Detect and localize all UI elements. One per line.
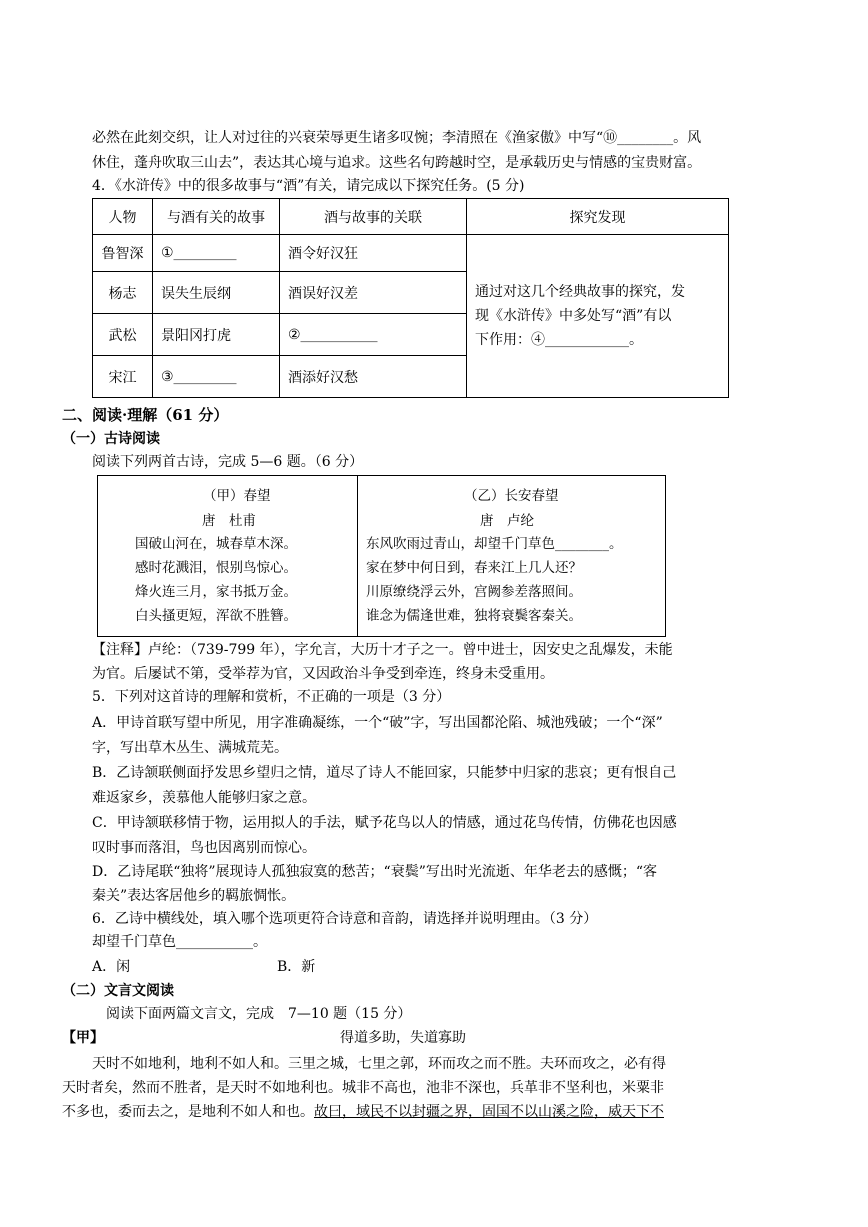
q6-prompt: 6．乙诗中横线处，填入哪个选项更符合诗意和音韵，请选择并说明理由。（3 分） — [92, 911, 598, 927]
q4-header-relation: 酒与故事的关联 — [280, 199, 467, 235]
poem-b-line: 家在梦中何日到，春来江上几人还？ — [366, 560, 582, 576]
q4-header-story: 与酒有关的故事 — [153, 199, 280, 235]
q4-relation: 酒误好汉差 — [280, 272, 467, 314]
q5-option-c: C．甲诗颔联移情于物，运用拟人的手法，赋予花鸟以人的情感，通过花鸟传情，仿佛花也因感 — [92, 815, 677, 831]
q4-relation: 酒令好汉狂 — [280, 235, 467, 272]
q5-option-b: B．乙诗颔联侧面抒发思乡望归之情，道尽了诗人不能回家，只能梦中归家的悲哀；更有恨自己 — [92, 765, 677, 781]
poem-a-author: 唐 杜甫 — [202, 513, 256, 529]
q5-option-c-cont: 叹时事而落泪，鸟也因离别而惊心。 — [92, 840, 316, 856]
poem-a-line: 烽火连三月，家书抵万金。 — [135, 584, 297, 600]
q4-story: ①_________ — [153, 235, 280, 272]
passage-line: 天时不如地利，地利不如人和。三里之城，七里之郭，环而攻之而不胜。夫环而攻之，必有得 — [92, 1056, 666, 1072]
q5-option-b-cont: 难返家乡，羡慕他人能够归家之意。 — [92, 790, 316, 806]
poem-b-line: 东风吹雨过青山，却望千门草色________。 — [366, 536, 623, 552]
note-line-2: 为官。后屡试不第，受举荐为官，又因政治斗争受到牵连，终身未受重用。 — [92, 666, 554, 682]
passage-title: 得道多助，失道寡助 — [340, 1030, 466, 1046]
q4-person: 宋江 — [93, 356, 153, 398]
section-2-title: 二、阅读·理解（61 分） — [62, 406, 229, 424]
q4-story: 误失生辰纲 — [153, 272, 280, 314]
q6-option-b: B．新 — [277, 959, 316, 975]
passage-underlined-text: 故曰，域民不以封疆之界，固国不以山溪之险，威天下不 — [314, 1104, 664, 1120]
q5-prompt: 5．下列对这首诗的理解和赏析，不正确的一项是（3 分） — [92, 689, 451, 705]
intro-line-2: 休住，蓬舟吹取三山去”，表达其心境与追求。这些名句跨越时空，是承载历史与情感的宝贵财富。 — [92, 155, 702, 171]
q4-story: 景阳冈打虎 — [153, 314, 280, 356]
poem-a-line: 国破山河在，城春草木深。 — [135, 536, 297, 552]
poem-b-line: 谁念为儒逢世难，独将衰鬓客秦关。 — [366, 608, 582, 624]
poem-instruction: 阅读下列两首古诗，完成 5—6 题。（6 分） — [92, 454, 364, 470]
q4-person: 鲁智深 — [93, 235, 153, 272]
q5-option-a-cont: 字，写出草木丛生、满城荒芜。 — [92, 740, 288, 756]
q5-option-a: A．甲诗首联写望中所见，用字准确凝练，一个“破”字，写出国都沦陷、城池残破；一个“深” — [92, 715, 663, 731]
passage-text: 不多也，委而去之，是地利不如人和也。 — [62, 1104, 314, 1120]
passage-tag: 【甲】 — [62, 1030, 104, 1046]
q4-finding-line: 通过对这几个经典故事的探究，发 — [475, 284, 685, 300]
intro-line-1: 必然在此刻交织，让人对过往的兴衰荣辱更生诸多叹惋；李清照在《渔家傲》中写“⑩________。风 — [92, 130, 702, 146]
poem-a-line: 白头搔更短，浑欲不胜簪。 — [135, 608, 297, 624]
q4-relation: 酒添好汉愁 — [280, 356, 467, 398]
q4-finding-line: 下作用：④____________。 — [475, 332, 643, 348]
q4-relation: ②___________ — [280, 314, 467, 356]
q4-person: 杨志 — [93, 272, 153, 314]
poem-box — [97, 475, 666, 637]
q4-finding — [467, 235, 729, 398]
q4-finding-line: 现《水浒传》中多处写“酒”有以 — [475, 308, 672, 324]
passage-line: 天时者矣，然而不胜者，是天时不如地利也。城非不高也，池非不深也，兵革非不坚利也，米粟非 — [62, 1080, 664, 1096]
q5-option-d-cont: 秦关”表达客居他乡的羁旅惆怅。 — [92, 888, 296, 904]
passage-line — [62, 1102, 664, 1122]
section-2-sub-1: （一）古诗阅读 — [62, 431, 160, 447]
poem-b-title: （乙）长安春望 — [464, 488, 559, 504]
q4-header-person: 人物 — [93, 199, 153, 235]
classical-instruction: 阅读下面两篇文言文，完成 7—10 题（15 分） — [106, 1006, 412, 1022]
q6-blank-line: 却望千门草色___________。 — [92, 934, 267, 950]
poem-a-title: （甲）春望 — [203, 488, 271, 504]
section-2-sub-2: （二）文言文阅读 — [62, 983, 174, 999]
q4-story: ③_________ — [153, 356, 280, 398]
poem-b-author: 唐 卢纶 — [480, 513, 534, 529]
q6-option-a: A．闲 — [92, 959, 131, 975]
poem-a-line: 感时花溅泪，恨别鸟惊心。 — [135, 560, 297, 576]
poem-b-line: 川原缭绕浮云外，宫阙参差落照间。 — [366, 584, 582, 600]
note-line-1: 【注释】卢纶：（739-799 年），字允言，大历十才子之一。曾中进士，因安史之乱爆发，未能 — [92, 642, 673, 658]
q5-option-d: D．乙诗尾联“独将”展现诗人孤独寂寞的愁苦；“衰鬓”写出时光流逝、年华老去的感慨；“客 — [92, 864, 658, 880]
q4-table — [92, 198, 729, 398]
q4-header-finding: 探究发现 — [467, 199, 729, 235]
poem-divider — [357, 476, 358, 636]
q4-prompt: 4．《水浒传》中的很多故事与“酒”有关，请完成以下探究任务。(5 分) — [92, 178, 525, 194]
q4-person: 武松 — [93, 314, 153, 356]
